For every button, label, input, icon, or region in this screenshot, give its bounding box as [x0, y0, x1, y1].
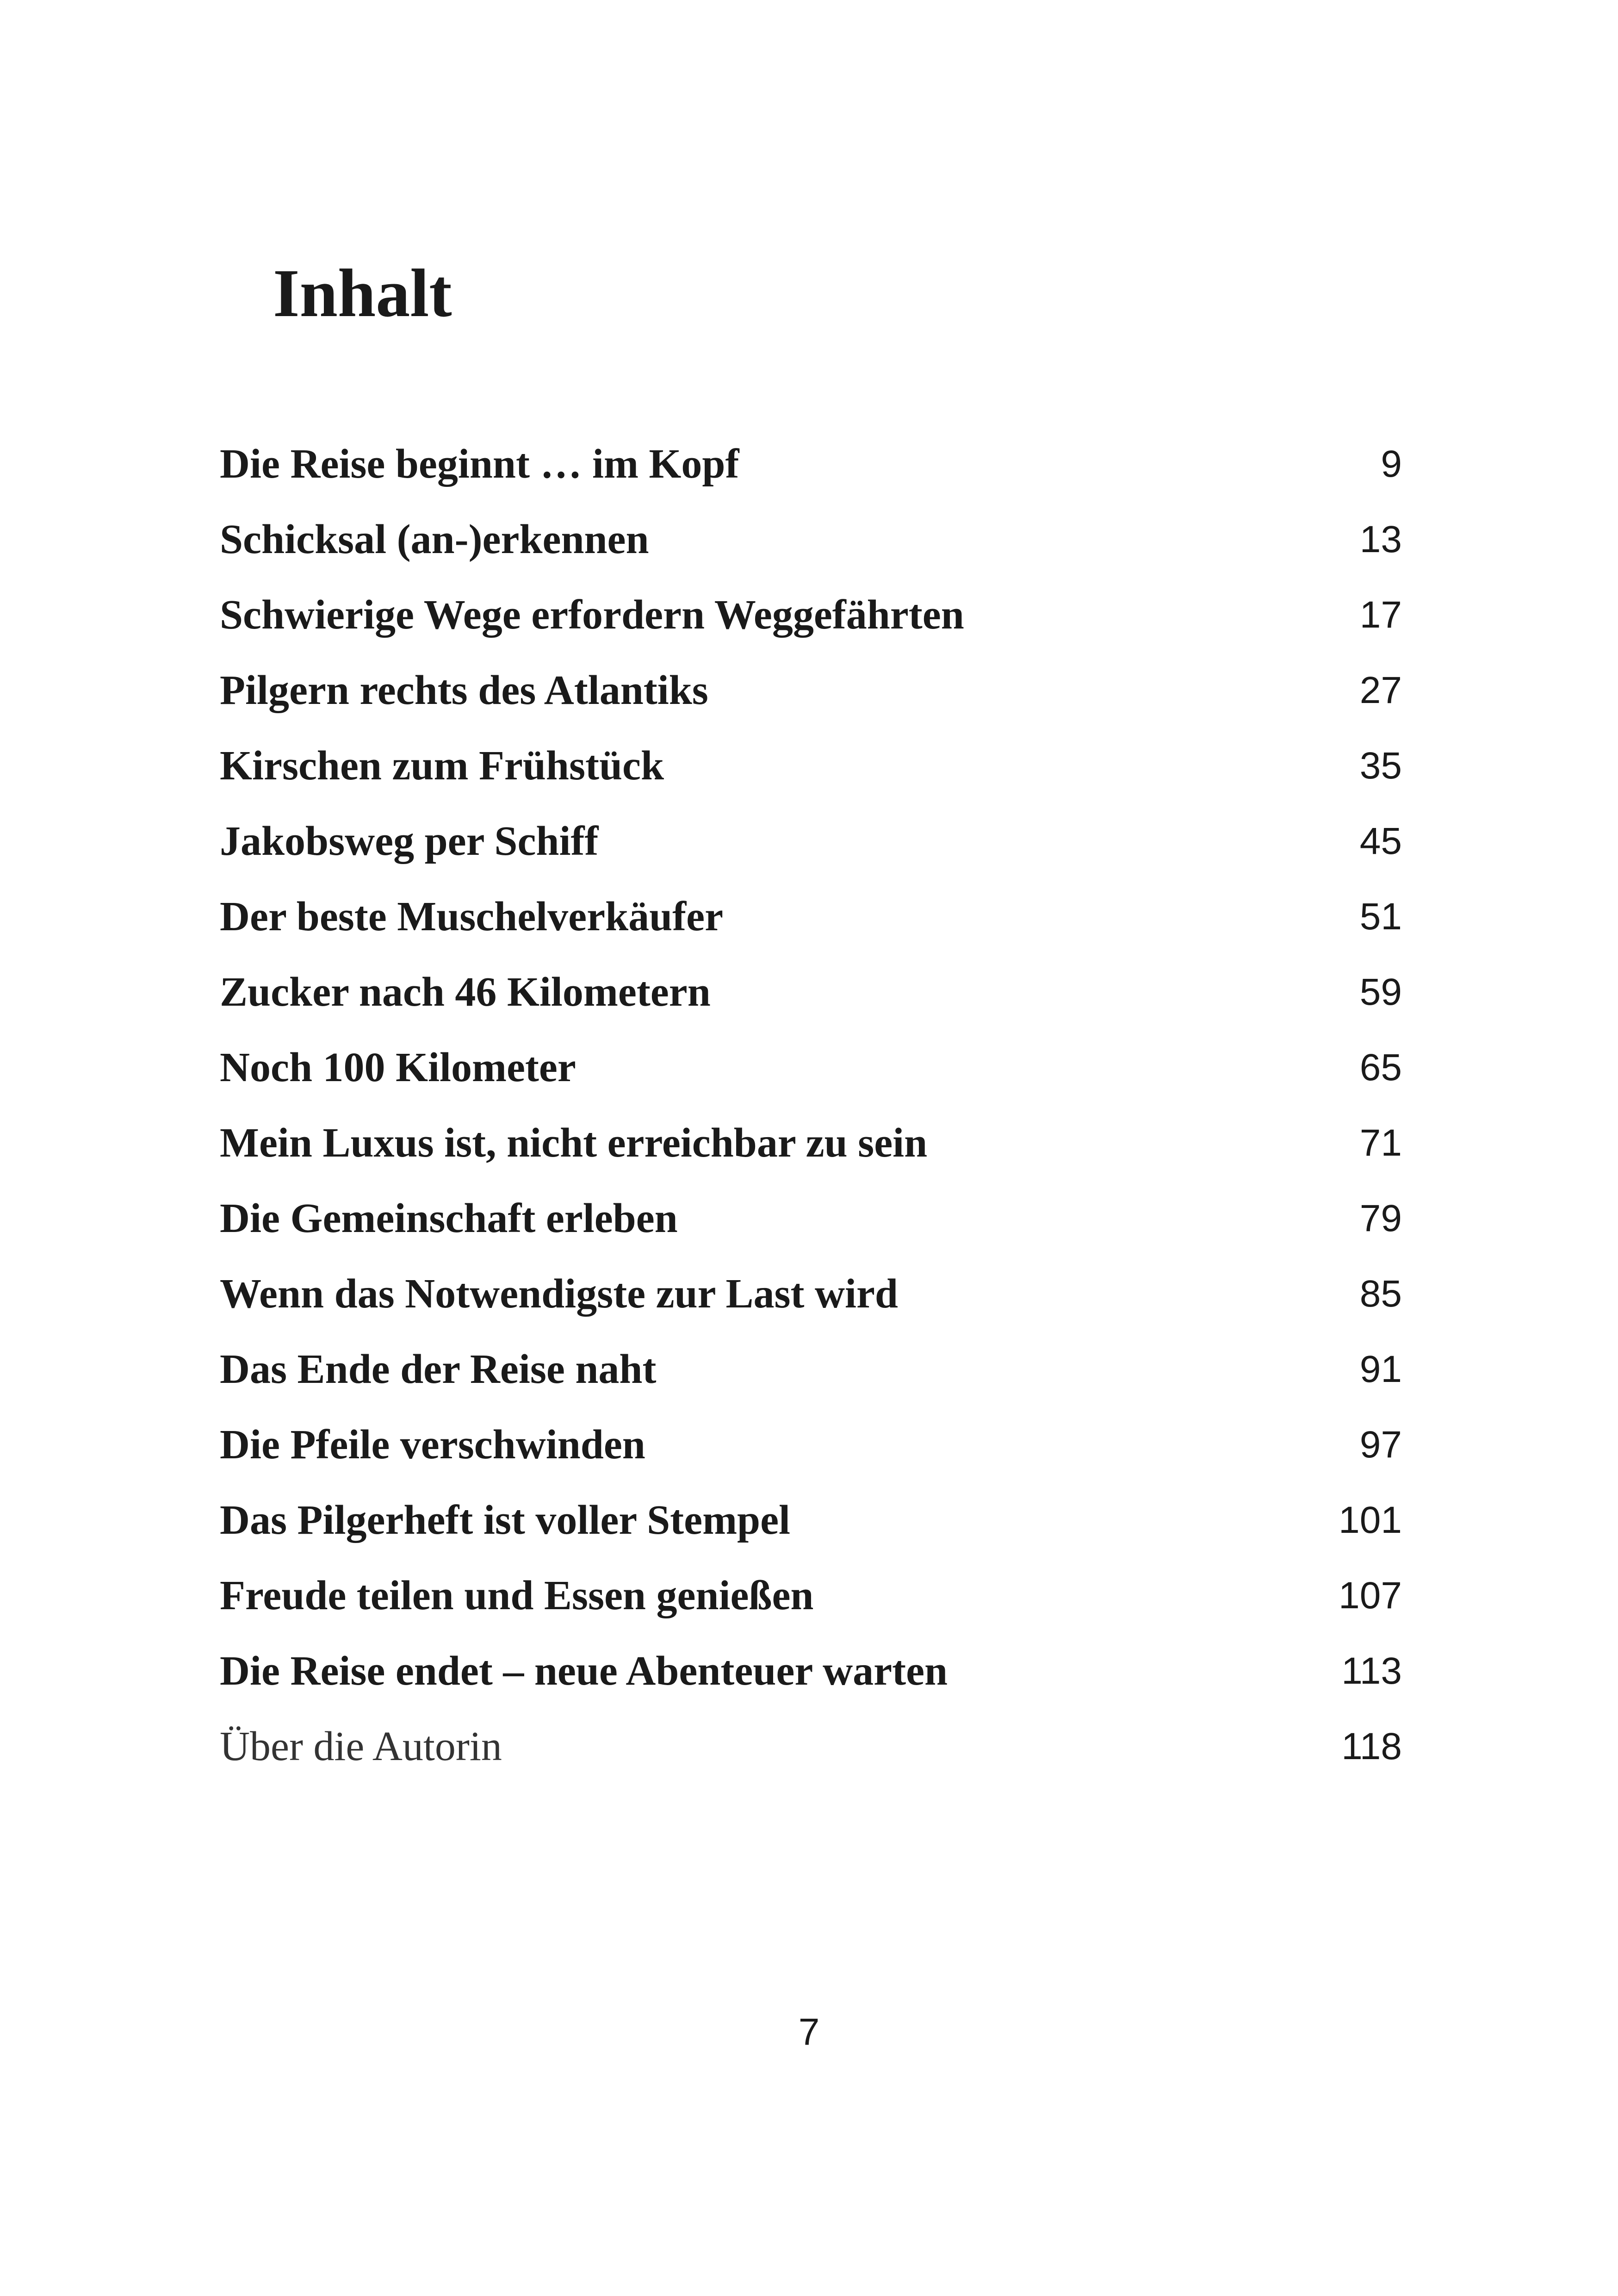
toc-entry-title: Freude teilen und Essen genießen — [220, 1573, 814, 1618]
toc-entry-page: 9 — [1381, 443, 1402, 485]
toc-entry-title: Pilgern rechts des Atlantiks — [220, 667, 708, 713]
toc-entry-page: 35 — [1359, 745, 1402, 787]
toc-entry-title: Mein Luxus ist, nicht erreichbar zu sein — [220, 1120, 928, 1166]
toc-entry-page: 79 — [1359, 1197, 1402, 1239]
toc-entry-title: Die Pfeile verschwinden — [220, 1422, 645, 1468]
toc-entry-page: 59 — [1359, 971, 1402, 1013]
toc-entry-title: Noch 100 Kilometer — [220, 1045, 576, 1090]
toc-entry-title: Die Reise endet – neue Abenteuer warten — [220, 1648, 948, 1694]
toc-entry-title: Jakobsweg per Schiff — [220, 818, 599, 864]
toc-entry-page: 85 — [1359, 1273, 1402, 1315]
toc-entry-title: Über die Autorin — [220, 1724, 502, 1769]
toc-entry-title: Schicksal (an-)erkennen — [220, 516, 649, 562]
toc-entry-page: 97 — [1359, 1424, 1402, 1466]
toc-entry — [220, 1637, 1402, 1713]
toc-entry-title: Kirschen zum Frühstück — [220, 743, 664, 789]
toc-entry — [220, 430, 1402, 506]
toc-entry-page: 107 — [1339, 1574, 1402, 1617]
toc-entry — [220, 1336, 1402, 1411]
toc-entry — [220, 581, 1402, 657]
toc-entry-page: 91 — [1359, 1348, 1402, 1390]
toc-entry-title: Das Pilgerheft ist voller Stempel — [220, 1497, 791, 1543]
toc-entry-title: Zucker nach 46 Kilometern — [220, 969, 711, 1015]
toc-entry-page: 51 — [1359, 896, 1402, 938]
toc-entry-page: 65 — [1359, 1046, 1402, 1089]
toc-entry — [220, 732, 1402, 808]
toc-entry-page: 101 — [1339, 1499, 1402, 1541]
toc-entry — [220, 1034, 1402, 1109]
toc-entry-title: Wenn das Notwendigste zur Last wird — [220, 1271, 898, 1317]
toc-entry — [220, 1109, 1402, 1185]
toc-entry-title: Das Ende der Reise naht — [220, 1346, 657, 1392]
toc-entry-page: 17 — [1359, 594, 1402, 636]
toc-entry — [220, 657, 1402, 732]
toc-entry — [220, 883, 1402, 958]
toc-entry — [220, 1260, 1402, 1336]
toc-entry-title: Die Reise beginnt … im Kopf — [220, 441, 739, 487]
toc-entry-page: 13 — [1359, 518, 1402, 560]
toc-entry — [220, 1411, 1402, 1487]
toc-entry-title: Die Gemeinschaft erleben — [220, 1195, 678, 1241]
toc-entry-page: 27 — [1359, 669, 1402, 711]
page-title: Inhalt — [273, 255, 452, 331]
toc-entry — [220, 1487, 1402, 1562]
table-of-contents — [220, 430, 1402, 1788]
toc-entry-page: 45 — [1359, 820, 1402, 862]
toc-entry-title: Schwierige Wege erfordern Weggefährten — [220, 592, 964, 638]
toc-entry — [220, 506, 1402, 581]
toc-entry — [220, 1713, 1402, 1788]
toc-entry-page: 118 — [1341, 1725, 1402, 1767]
toc-entry-page: 71 — [1359, 1122, 1402, 1164]
page-number: 7 — [798, 2011, 820, 2053]
toc-entry — [220, 958, 1402, 1034]
toc-entry-page: 113 — [1341, 1650, 1402, 1692]
toc-entry — [220, 1185, 1402, 1260]
toc-entry — [220, 808, 1402, 883]
toc-entry-title: Der beste Muschelverkäufer — [220, 894, 724, 940]
toc-entry — [220, 1562, 1402, 1637]
